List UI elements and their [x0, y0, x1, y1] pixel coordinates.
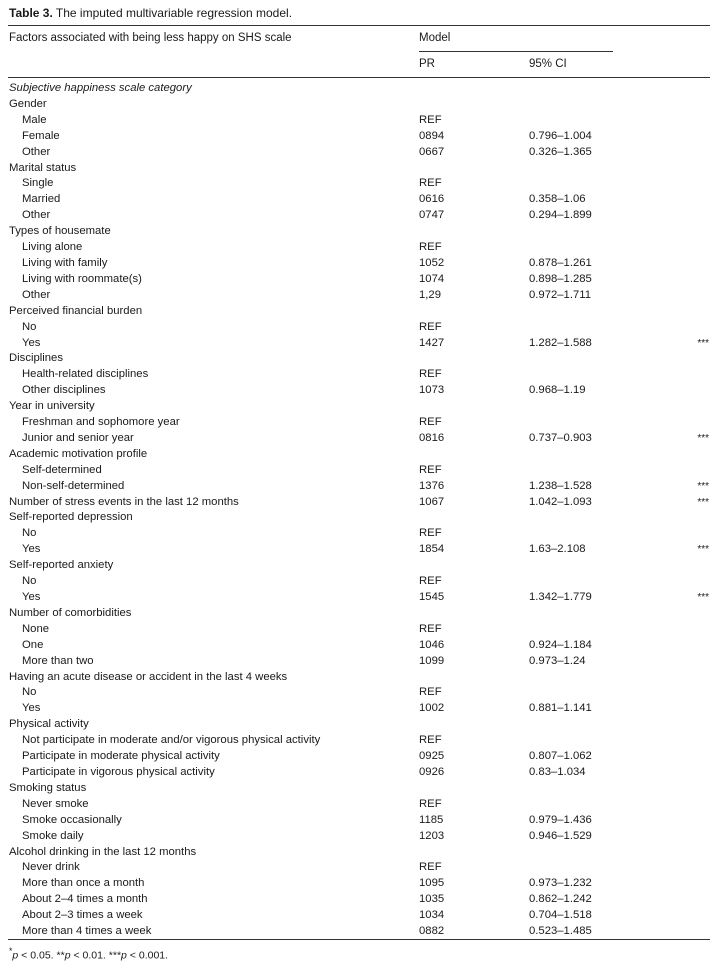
table-row	[9, 431, 709, 447]
factor-level-label: Yes	[22, 591, 41, 603]
table-row	[9, 845, 709, 861]
ci-cell	[529, 240, 683, 256]
pr-cell: REF	[419, 734, 442, 747]
ci-cell: 1.282–1.588	[529, 336, 592, 349]
ci-cell	[529, 447, 683, 463]
table-top-rule	[8, 25, 710, 26]
significance-cell	[683, 892, 709, 908]
table-row	[9, 383, 709, 399]
footnote-sig-1-var: p	[12, 949, 19, 962]
significance-cell	[683, 383, 709, 399]
factor-level-label: More than two	[22, 654, 94, 667]
table-row	[9, 876, 709, 892]
significance-cell	[683, 622, 709, 638]
ci-cell	[529, 367, 683, 383]
table-row	[9, 638, 709, 654]
ci-cell	[529, 733, 683, 749]
table-row	[9, 495, 709, 511]
table-caption-text: The imputed multivariable regression model.	[55, 6, 293, 20]
factor-level-label: Living with roommate(s)	[22, 272, 142, 285]
table-row	[9, 176, 709, 192]
pr-cell: 1046	[419, 638, 445, 651]
significance-cell: ***	[697, 592, 709, 603]
ci-cell: 0.807–1.062	[529, 750, 592, 763]
regression-table	[9, 81, 709, 940]
factor-level-label: Living alone	[22, 241, 83, 254]
significance-cell	[683, 351, 709, 367]
pr-cell: 1095	[419, 877, 445, 890]
footnote-sig-3-text: < 0.001.	[126, 949, 169, 962]
significance-cell	[683, 860, 709, 876]
table-row	[9, 765, 709, 781]
factor-label: Academic motivation profile	[9, 447, 148, 460]
significance-cell	[683, 876, 709, 892]
significance-cell	[683, 208, 709, 224]
significance-cell	[683, 829, 709, 845]
ci-cell: 0.881–1.141	[529, 702, 592, 715]
significance-cell: ***	[697, 496, 709, 508]
pr-cell: REF	[419, 416, 442, 429]
ci-cell: 0.326–1.365	[529, 145, 592, 158]
ci-cell	[529, 304, 683, 320]
ci-cell	[529, 717, 683, 733]
factor-level-label: Other disciplines	[22, 384, 106, 397]
significance-cell	[683, 367, 709, 383]
ci-cell: 1.342–1.779	[529, 591, 592, 603]
ci-cell: 0.796–1.004	[529, 129, 592, 142]
table-row	[9, 829, 709, 845]
table-caption	[9, 6, 292, 20]
factor-level-label: Single	[22, 177, 54, 190]
significance-cell	[683, 145, 709, 161]
significance-cell	[683, 908, 709, 924]
table-row	[9, 304, 709, 320]
table-row	[9, 558, 709, 574]
footnote-sig-1-symbol: *	[9, 946, 13, 956]
factor-label: Types of housemate	[9, 225, 111, 238]
significance-cell	[683, 638, 709, 654]
ci-cell	[529, 574, 683, 590]
significance-cell	[683, 765, 709, 781]
significance-cell	[683, 272, 709, 288]
factor-label: Self-reported depression	[9, 511, 133, 524]
table-row	[9, 797, 709, 813]
pr-cell: 1034	[419, 909, 445, 922]
significance-cell	[683, 224, 709, 240]
pr-column-header: PR	[419, 58, 435, 70]
pr-cell: 1074	[419, 272, 445, 285]
footnote-sig-1-text: < 0.05.	[18, 949, 57, 962]
table-row	[9, 256, 709, 272]
significance-cell	[683, 510, 709, 526]
ci-cell: 0.704–1.518	[529, 909, 592, 922]
pr-cell: 0882	[419, 925, 445, 938]
table-row	[9, 542, 709, 558]
table-row	[9, 367, 709, 383]
significance-cell	[683, 797, 709, 813]
factor-level-label: Smoke occasionally	[22, 813, 122, 826]
significance-cell	[683, 924, 709, 940]
factor-level-label: No	[22, 686, 37, 699]
significance-cell: ***	[697, 337, 709, 349]
pr-cell: 0925	[419, 750, 445, 763]
significance-cell	[683, 606, 709, 622]
factor-level-label: Yes	[22, 702, 41, 715]
pr-cell: REF	[419, 113, 442, 126]
pr-cell: 0926	[419, 765, 445, 778]
factor-level-label: Not participate in moderate and/or vigorous physical activity	[22, 734, 321, 747]
table-row	[9, 240, 709, 256]
factor-level-label: No	[22, 527, 37, 540]
pr-cell: 1073	[419, 384, 445, 397]
table-row	[9, 336, 709, 352]
ci-cell	[529, 606, 683, 622]
ci-cell: 0.294–1.899	[529, 209, 592, 222]
table-row	[9, 908, 709, 924]
factor-label: Gender	[9, 97, 47, 110]
significance-cell	[683, 463, 709, 479]
significance-cell	[683, 654, 709, 670]
pr-cell	[419, 399, 529, 415]
pr-cell: REF	[419, 861, 442, 874]
factor-level-label: Non-self-determined	[22, 479, 125, 492]
significance-cell	[683, 717, 709, 733]
footnote-sig-3-symbol: ***	[108, 949, 122, 962]
pr-cell: 1099	[419, 654, 445, 667]
table-row	[9, 415, 709, 431]
pr-cell: 0667	[419, 145, 445, 158]
pr-cell: 1376	[419, 479, 445, 492]
factor-level-label: Other	[22, 145, 51, 158]
ci-cell	[529, 415, 683, 431]
ci-cell	[529, 161, 683, 177]
table-footnote	[9, 944, 168, 963]
factor-label: Smoking status	[9, 781, 87, 794]
pr-cell	[419, 670, 529, 686]
table-row	[9, 654, 709, 670]
table-row	[9, 161, 709, 177]
factor-label: Physical activity	[9, 718, 89, 731]
pr-cell: 1067	[419, 495, 445, 508]
table-row	[9, 272, 709, 288]
ci-cell: 0.737–0.903	[529, 431, 592, 444]
factor-level-label: About 2–3 times a week	[22, 909, 143, 922]
significance-cell	[683, 304, 709, 320]
ci-cell: 0.979–1.436	[529, 813, 592, 826]
table-row	[9, 813, 709, 829]
ci-cell	[529, 670, 683, 686]
ci-cell	[529, 351, 683, 367]
pr-cell: 1545	[419, 591, 445, 603]
factor-level-label: More than 4 times a week	[22, 925, 152, 938]
significance-cell	[683, 97, 709, 113]
ci-cell	[529, 176, 683, 192]
ci-cell: 0.898–1.285	[529, 272, 592, 285]
significance-cell	[683, 781, 709, 797]
pr-cell: REF	[419, 686, 442, 699]
pr-cell	[419, 606, 529, 622]
pr-cell: 0894	[419, 129, 445, 142]
ci-cell: 0.973–1.232	[529, 877, 592, 890]
pr-cell	[419, 224, 529, 240]
significance-cell	[683, 161, 709, 177]
pr-cell	[419, 304, 529, 320]
table-row	[9, 447, 709, 463]
table-row	[9, 192, 709, 208]
table-row	[9, 892, 709, 908]
factor-label: Marital status	[9, 161, 77, 174]
ci-cell	[529, 797, 683, 813]
table-row	[9, 717, 709, 733]
significance-cell	[683, 813, 709, 829]
ci-cell: 0.973–1.24	[529, 654, 586, 667]
footnote-sig-3-var: p	[121, 949, 127, 962]
significance-cell: ***	[697, 480, 709, 492]
table-row	[9, 320, 709, 336]
significance-cell	[683, 129, 709, 145]
table-row	[9, 463, 709, 479]
factor-level-label: Yes	[22, 543, 41, 556]
ci-cell	[529, 622, 683, 638]
factor-level-label: Other	[22, 288, 51, 301]
ci-column-header: 95% CI	[529, 58, 567, 70]
table-row	[9, 399, 709, 415]
significance-cell	[683, 113, 709, 129]
table-row	[9, 606, 709, 622]
ci-cell	[529, 781, 683, 797]
ci-cell	[529, 860, 683, 876]
significance-cell	[683, 192, 709, 208]
pr-cell: 0816	[419, 431, 445, 444]
pr-cell: REF	[419, 320, 442, 333]
table-row	[9, 574, 709, 590]
table-row	[9, 670, 709, 686]
footnote-sig-2-symbol: **	[56, 949, 65, 962]
ci-cell	[529, 399, 683, 415]
pr-cell: 1,29	[419, 288, 441, 301]
factor-label: Year in university	[9, 400, 95, 413]
significance-cell	[683, 256, 709, 272]
pr-cell	[419, 558, 529, 574]
pr-cell: REF	[419, 368, 442, 381]
pr-cell: 1035	[419, 893, 445, 906]
ci-cell	[529, 685, 683, 701]
factor-level-label: None	[22, 622, 50, 635]
factor-label: Alcohol drinking in the last 12 months	[9, 845, 197, 858]
pr-cell	[419, 510, 529, 526]
ci-cell: 1.63–2.108	[529, 543, 586, 556]
pr-cell	[419, 781, 529, 797]
significance-cell	[683, 685, 709, 701]
factor-level-label: About 2–4 times a month	[22, 893, 148, 906]
table-row	[9, 113, 709, 129]
factor-label: Self-reported anxiety	[9, 559, 114, 572]
significance-cell	[683, 320, 709, 336]
regression-table-body	[9, 81, 709, 940]
table-row	[9, 145, 709, 161]
pr-cell	[419, 97, 529, 113]
pr-cell: REF	[419, 622, 442, 635]
table-row	[9, 224, 709, 240]
table-caption-label: Table 3.	[9, 6, 53, 20]
pr-cell: 1854	[419, 543, 445, 556]
factor-level-label: Freshman and sophomore year	[22, 416, 180, 429]
table-row	[9, 81, 709, 97]
pr-cell: 1002	[419, 702, 445, 715]
ci-cell	[529, 463, 683, 479]
ci-cell: 1.238–1.528	[529, 479, 592, 492]
ci-cell	[529, 558, 683, 574]
factor-level-label: Male	[22, 113, 47, 126]
factor-level-label: No	[22, 320, 37, 333]
pr-cell	[419, 81, 529, 97]
table-row	[9, 701, 709, 717]
pr-cell: 0747	[419, 209, 445, 222]
significance-cell	[683, 176, 709, 192]
pr-cell: 1185	[419, 813, 444, 826]
table-row	[9, 479, 709, 495]
significance-cell	[683, 415, 709, 431]
factor-level-label: Female	[22, 129, 60, 142]
factor-level-label: Yes	[22, 336, 41, 349]
pr-cell: REF	[419, 575, 442, 588]
table-row	[9, 208, 709, 224]
significance-cell	[683, 399, 709, 415]
table-row	[9, 685, 709, 701]
factor-level-label: Living with family	[22, 256, 108, 269]
header-bottom-rule	[8, 77, 710, 78]
model-group-header: Model	[419, 32, 451, 44]
table-row	[9, 622, 709, 638]
model-group-rule	[419, 51, 613, 52]
ci-cell: 0.83–1.034	[529, 765, 586, 778]
factor-label: Number of comorbidities	[9, 606, 132, 619]
ci-cell	[529, 845, 683, 861]
factor-level-label: Never smoke	[22, 797, 89, 810]
factor-level-label: More than once a month	[22, 877, 145, 890]
factor-label: Having an acute disease or accident in the last 4 weeks	[9, 670, 288, 683]
significance-cell	[683, 526, 709, 542]
ci-cell	[529, 113, 683, 129]
factor-label: Number of stress events in the last 12 months	[9, 495, 239, 508]
pr-cell	[419, 351, 529, 367]
table-row	[9, 590, 709, 606]
table-row	[9, 288, 709, 304]
factor-level-label: Smoke daily	[22, 829, 84, 842]
table-row	[9, 860, 709, 876]
table-row	[9, 526, 709, 542]
pr-cell	[419, 717, 529, 733]
pr-cell: REF	[419, 177, 442, 190]
pr-cell	[419, 447, 529, 463]
ci-cell	[529, 526, 683, 542]
pr-cell: REF	[419, 527, 442, 540]
factor-level-label: Junior and senior year	[22, 431, 134, 444]
factor-label: Disciplines	[9, 352, 63, 365]
factor-level-label: Never drink	[22, 861, 80, 874]
table-row	[9, 97, 709, 113]
significance-cell: ***	[697, 544, 709, 556]
pr-cell: 1052	[419, 256, 445, 269]
significance-cell: ***	[697, 432, 709, 444]
ci-cell: 1.042–1.093	[529, 495, 592, 508]
pr-cell: REF	[419, 797, 442, 810]
ci-cell	[529, 81, 683, 97]
ci-cell: 0.972–1.711	[529, 288, 591, 301]
significance-cell	[683, 749, 709, 765]
ci-cell: 0.968–1.19	[529, 384, 586, 397]
ci-cell: 0.878–1.261	[529, 256, 592, 269]
factor-level-label: No	[22, 575, 37, 588]
table-row	[9, 749, 709, 765]
factor-column-header: Factors associated with being less happy on SHS scale	[9, 32, 292, 44]
significance-cell	[683, 701, 709, 717]
significance-cell	[683, 574, 709, 590]
footnote-sig-2-var: p	[64, 949, 71, 962]
pr-cell	[419, 845, 529, 861]
footnote-sig-2-text: < 0.01.	[70, 949, 109, 962]
ci-cell	[529, 320, 683, 336]
factor-level-label: Other	[22, 209, 51, 222]
significance-cell	[683, 845, 709, 861]
pr-cell: 1203	[419, 829, 445, 842]
factor-label: Subjective happiness scale category	[9, 82, 192, 94]
factor-level-label: One	[22, 638, 44, 651]
table-row	[9, 510, 709, 526]
factor-level-label: Self-determined	[22, 463, 102, 476]
ci-cell: 0.523–1.485	[529, 925, 592, 938]
ci-cell	[529, 224, 683, 240]
ci-cell: 0.862–1.242	[529, 893, 592, 906]
pr-cell: 0616	[419, 193, 445, 206]
significance-cell	[683, 240, 709, 256]
significance-cell	[683, 81, 709, 97]
significance-cell	[683, 288, 709, 304]
factor-label: Perceived financial burden	[9, 304, 143, 317]
pr-cell: REF	[419, 463, 442, 476]
pr-cell	[419, 161, 529, 177]
ci-cell: 0.924–1.184	[529, 638, 592, 651]
factor-level-label: Health-related disciplines	[22, 368, 149, 381]
ci-cell	[529, 510, 683, 526]
ci-cell: 0.946–1.529	[529, 829, 592, 842]
ci-cell	[529, 97, 683, 113]
factor-level-label: Participate in moderate physical activity	[22, 750, 220, 763]
pr-cell: REF	[419, 241, 442, 254]
factor-level-label: Married	[22, 193, 61, 206]
significance-cell	[683, 447, 709, 463]
pr-cell: 1427	[419, 336, 445, 349]
table-row	[9, 351, 709, 367]
table-row	[9, 781, 709, 797]
significance-cell	[683, 670, 709, 686]
ci-cell: 0.358–1.06	[529, 193, 586, 206]
table-row	[9, 924, 709, 940]
table-row	[9, 129, 709, 145]
table-row	[9, 733, 709, 749]
significance-cell	[683, 558, 709, 574]
significance-cell	[683, 733, 709, 749]
table-bottom-rule	[8, 939, 710, 940]
factor-level-label: Participate in vigorous physical activity	[22, 765, 215, 778]
